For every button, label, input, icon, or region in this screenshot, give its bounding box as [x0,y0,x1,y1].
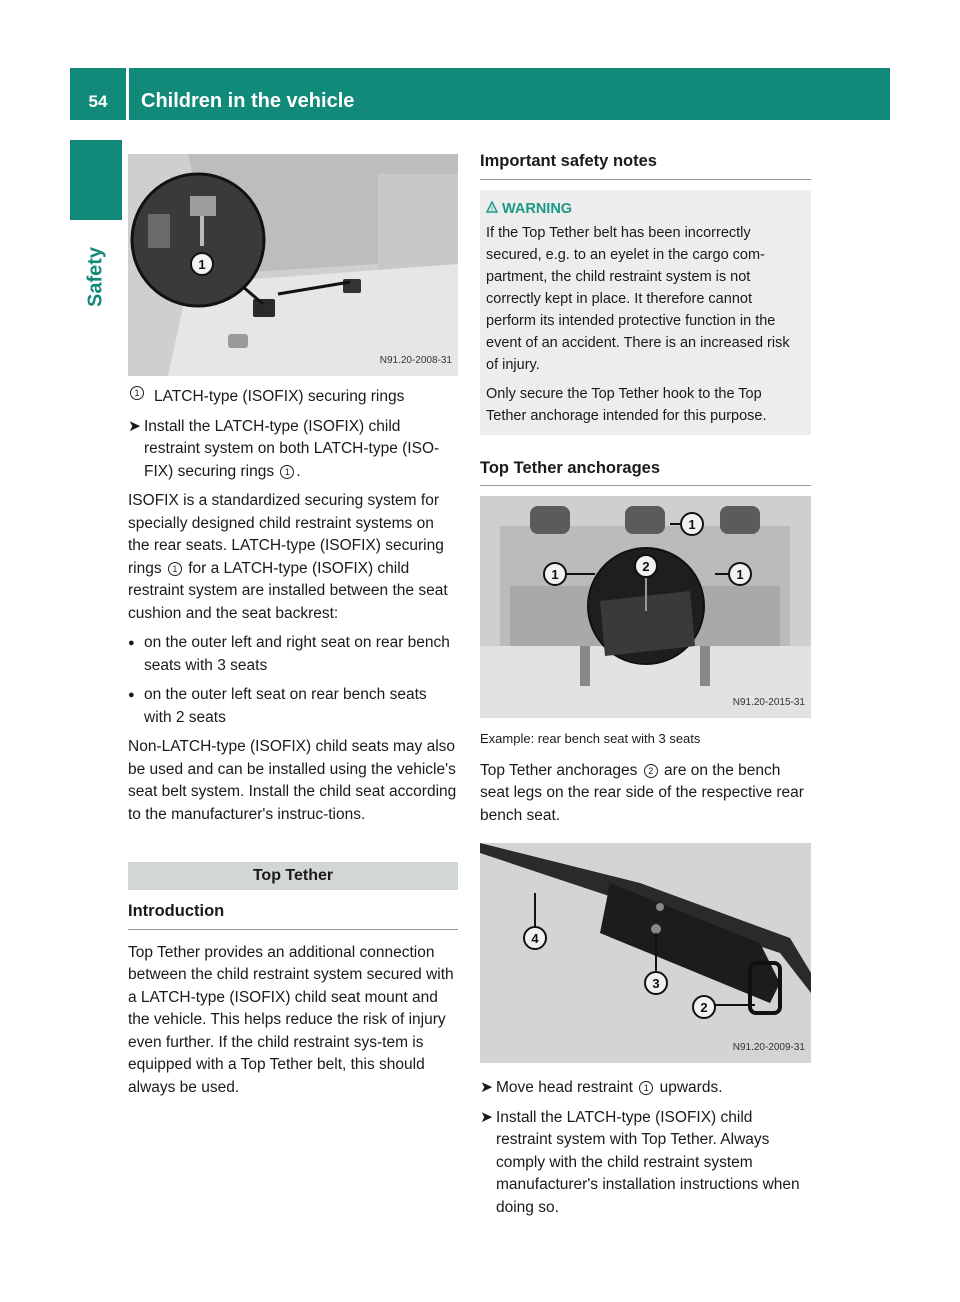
isofix-rings-figure [128,154,458,376]
page-header [70,68,890,120]
callout-1-icon: 1 [168,562,182,576]
left-column [128,154,458,1106]
step-text: Install the LATCH-type (ISOFIX) child restraint system with Top Tether. Always comply with the child restraint system manufacturer's installation instructions when doing so. [496,1108,800,1216]
section-tab-marker [70,140,122,220]
figure-code: N91.20-2008-31 [379,354,452,366]
tether-belt-illustration [480,843,811,1063]
callout-1-label: 1 [688,517,696,532]
callout-2-icon: 2 [644,764,658,778]
step-text: Install the LATCH-type (ISOFIX) child restraint system on both LATCH-type (ISO-FIX) securing rings [144,417,440,480]
figure-caption: Example: rear bench seat with 3 seats [480,731,701,746]
svg-text:1: 1 [198,257,206,272]
instruction-step [480,1107,811,1220]
instruction-step [480,1077,811,1100]
section-band-title: Top Tether [128,862,458,890]
bullet-icon: ● [128,637,135,649]
arrow-bullet-icon: ➤ [480,1108,493,1126]
warning-text: Only secure the Top Tether hook to the Top Tether anchorage intended for this purpose. [486,385,767,424]
section-tab-label: Safety [84,246,107,308]
list-item [128,684,458,729]
anchorages-heading: Top Tether anchorages [480,457,811,487]
callout-2-label: 2 [700,1000,708,1015]
paragraph-text-end: for a LATCH-type (ISOFIX) child restraint system are installed between the seat cushion and the seat backrest: [128,559,448,622]
callout-2-label: 2 [642,559,650,574]
isofix-rings-illustration [128,154,458,376]
non-latch-paragraph: Non-LATCH-type (ISOFIX) child seats may also be used and can be installed using the vehicle's seat belt system. Install the child seat according to the manufacturer's instruc-tions. [128,738,457,823]
paragraph-text: ISOFIX is a standardized securing system for specially designed child restraint systems on the rear seats. LATCH-type (ISOFIX) securing rings [128,492,444,577]
paragraph-text-end: are on the bench seat legs on the rear side of the respective rear bench seat. [480,761,804,824]
figure-code: N91.20-2009-31 [732,1041,805,1053]
list-item-text: on the outer left seat on rear bench seats with 2 seats [144,686,427,726]
warning-box [480,190,811,435]
callout-4-label: 4 [531,931,539,946]
arrow-bullet-icon: ➤ [480,1079,493,1096]
warning-triangle-icon [486,201,498,213]
bullet-icon: ● [128,689,135,701]
anchorages-figure [480,496,811,718]
callout-3-label: 3 [652,976,660,991]
introduction-heading: Introduction [128,900,458,930]
isofix-paragraph [128,490,458,625]
page-number: 54 [88,92,108,111]
legend-item [128,386,458,409]
list-item [128,632,458,677]
section-tab [70,232,122,322]
introduction-paragraph: Top Tether provides an additional connection between the child restraint system secured with a LATCH-type (ISOFIX) child seat mount and the vehicle. This helps reduce the risk of injury even further. If the child restraint sys-tem is equipped with a Top Tether belt, this should always be used. [128,943,454,1096]
paragraph-text: Top Tether anchorages [480,761,638,779]
warning-label: WARNING [502,200,573,217]
callout-1-icon: 1 [280,465,294,479]
svg-text:!: ! [491,206,493,213]
arrow-bullet-icon: ➤ [128,417,141,435]
callout-1-label: 1 [736,567,744,582]
anchorages-paragraph [480,760,811,828]
tether-belt-figure [480,843,811,1063]
figure-code: N91.20-2015-31 [732,696,805,708]
list-item-text: on the outer left and right seat on rear bench seats with 3 seats [144,634,450,674]
step-text-end: upwards. [659,1079,723,1096]
header-divider [126,68,129,120]
instruction-step [128,416,458,484]
step-text: Move head restraint [496,1079,633,1096]
warning-text: If the Top Tether belt has been incorrectly secured, e.g. to an eyelet in the cargo com-partment, the child restraint system is not correctly kept in place. It therefore cannot perform its intended protective function in the event of an accident. There is an increased risk of injury. [486,224,790,373]
callout-1-icon: 1 [130,386,144,400]
step-text-end: . [296,462,301,480]
right-column [480,150,811,1226]
legend-text: LATCH-type (ISOFIX) securing rings [154,388,405,405]
warning-header [486,198,805,220]
callout-1-icon: 1 [639,1081,653,1095]
callout-1-label: 1 [551,567,559,582]
chapter-title: Children in the vehicle [141,90,355,112]
rear-bench-illustration [480,496,811,718]
safety-notes-heading: Important safety notes [480,150,811,180]
